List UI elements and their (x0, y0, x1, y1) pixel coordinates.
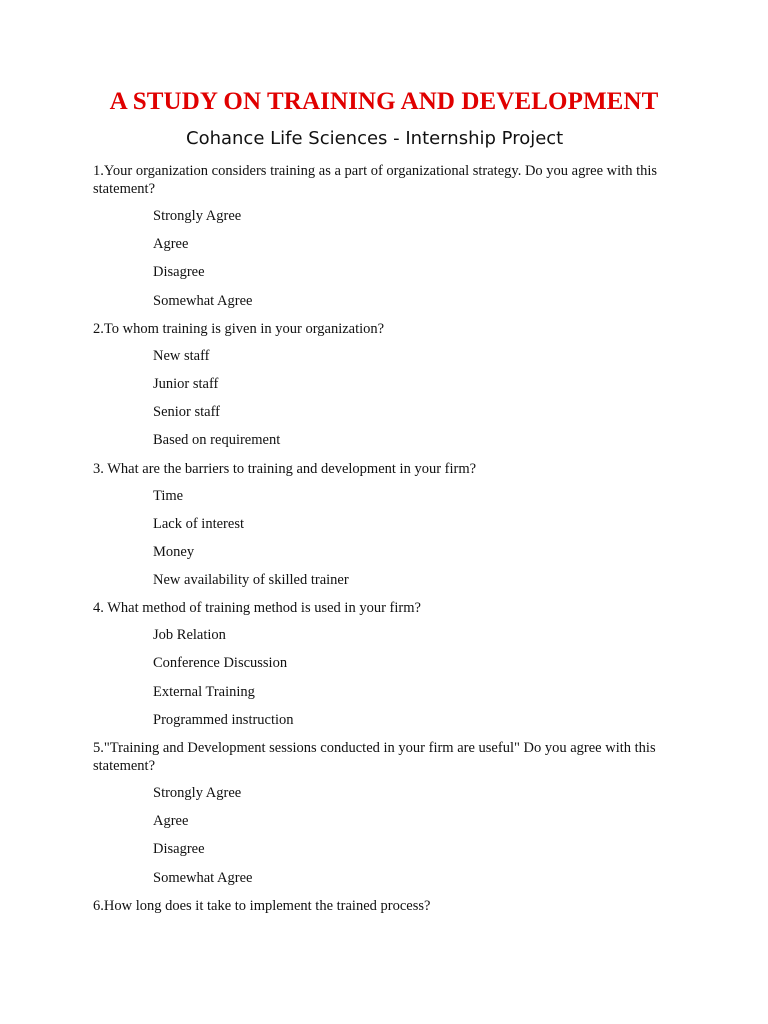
answer-option: Somewhat Agree (153, 292, 253, 309)
answer-option: Based on requirement (153, 432, 281, 449)
answer-option: Lack of interest (153, 515, 244, 532)
answer-option: Agree (153, 236, 189, 253)
question-block (93, 599, 683, 729)
answer-options (93, 487, 683, 590)
answer-option: Disagree (153, 264, 205, 281)
question-text: 4. What method of training method is used in your firm? (93, 600, 421, 617)
question-text: 5."Training and Development sessions conducted in your firm are useful" Do you agree with this statement? (93, 740, 656, 774)
answer-option: Programmed instruction (153, 711, 294, 728)
answer-option: New availability of skilled trainer (153, 572, 349, 589)
answer-options (93, 626, 683, 729)
question-block (93, 897, 683, 915)
answer-options (93, 347, 683, 450)
question-block (93, 320, 683, 450)
answer-option: Conference Discussion (153, 655, 288, 672)
answer-option: Strongly Agree (153, 785, 242, 801)
answer-option: Agree (153, 813, 189, 830)
question-text: 3. What are the barriers to training and development in your firm? (93, 460, 477, 477)
questionnaire (93, 162, 683, 924)
answer-option: Junior staff (153, 375, 219, 392)
answer-option: Time (153, 487, 184, 504)
document-subtitle: Cohance Life Sciences - Internship Project (186, 128, 564, 149)
answer-option: Strongly Agree (153, 208, 242, 224)
document-title: A STUDY ON TRAINING AND DEVELOPMENT (109, 88, 659, 115)
question-text: 1.Your organization considers training as a part of organizational strategy. Do you agree with this statement? (93, 163, 658, 197)
answer-options (93, 784, 683, 887)
answer-option: Senior staff (153, 404, 220, 421)
question-block (93, 162, 683, 310)
question-block (93, 460, 683, 590)
answer-option: Money (153, 543, 195, 560)
question-block (93, 739, 683, 887)
answer-option: Somewhat Agree (153, 869, 253, 886)
question-text: 2.To whom training is given in your organization? (93, 320, 385, 337)
answer-options (93, 207, 683, 310)
answer-option: Disagree (153, 841, 205, 858)
question-text: 6.How long does it take to implement the trained process? (93, 897, 431, 914)
answer-option: Job Relation (153, 627, 226, 644)
answer-option: New staff (153, 347, 210, 364)
answer-option: External Training (153, 683, 255, 700)
